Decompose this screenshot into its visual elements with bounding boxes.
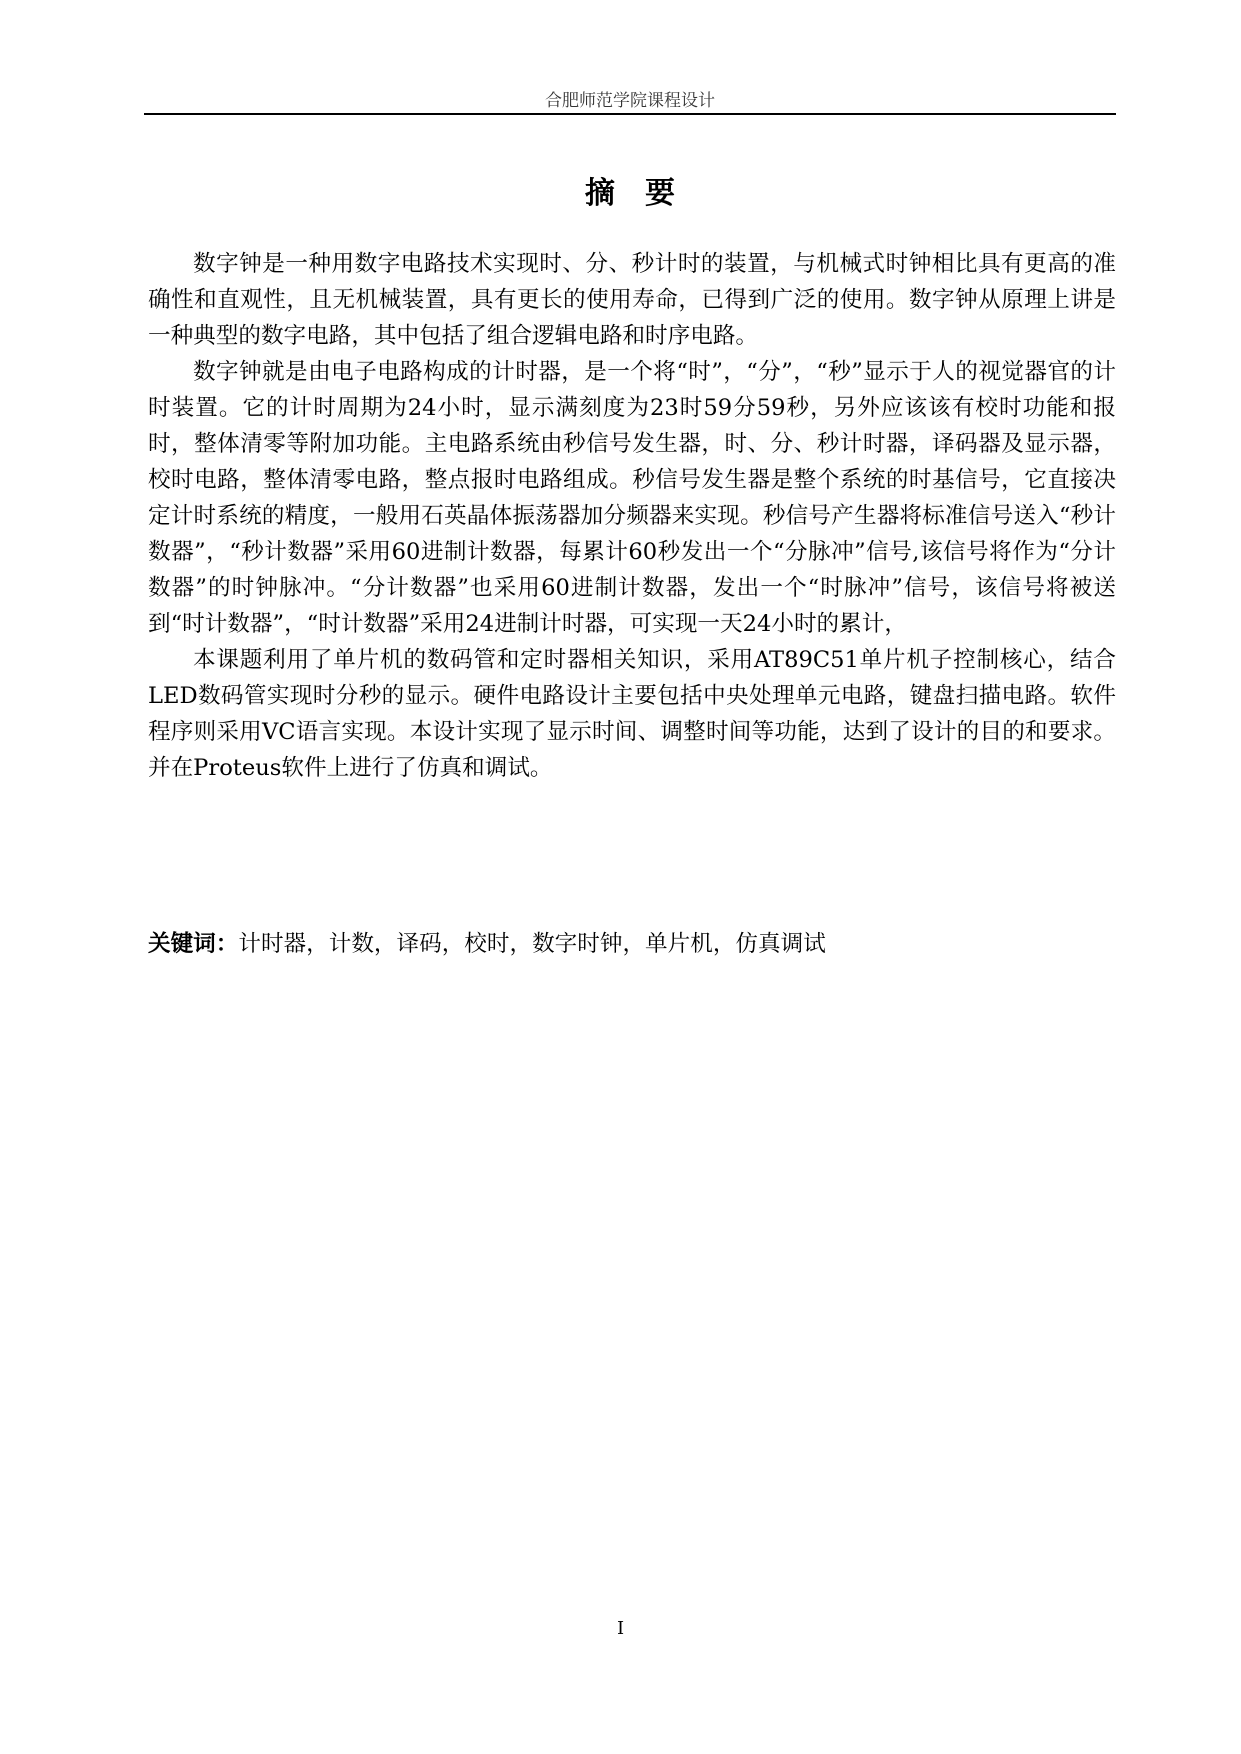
abstract-paragraph-3: 本课题利用了单片机的数码管和定时器相关知识，采用AT89C51单片机子控制核心，结合LED数码管实现时分秒的显示。硬件电路设计主要包括中央处理单元电路，键盘扫描电路。软件程序则采用VC语言实现。本设计实现了显示时间、调整时间等功能，达到了设计的目的和要求。并在Proteus软件上进行了仿真和调试。 [148, 647, 1116, 781]
abstract-title: 摘要 [585, 176, 705, 211]
header-rule [144, 113, 1116, 115]
abstract-paragraph-2: 数字钟就是由电子电路构成的计时器，是一个将“时”，“分”，“秒”显示于人的视觉器官的计时装置。它的计时周期为24小时，显示满刻度为23时59分59秒，另外应该该有校时功能和报时，整体清零等附加功能。主电路系统由秒信号发生器，时、分、秒计时器，译码器及显示器，校时电路，整体清零电路，整点报时电路组成。秒信号发生器是整个系统的时基信号，它直接决定计时系统的精度，一般用石英晶体振荡器加分频器来实现。秒信号产生器将标准信号送入“秒计数器”，“秒计数器”采用60进制计数器，每累计60秒发出一个“分脉冲”信号,该信号将作为“分计数器”的时钟脉冲。“分计数器”也采用60进制计数器，发出一个“时脉冲”信号，该信号将被送到“时计数器”，“时计数器”采用24进制计时器，可实现一天24小时的累计， [148, 359, 1116, 637]
keywords-line [148, 926, 1116, 962]
keywords-text: 计时器，计数，译码，校时，数字时钟，单片机，仿真调试 [238, 931, 826, 957]
abstract-body [148, 246, 1116, 786]
page-number: I [616, 1618, 625, 1639]
abstract-paragraph-1: 数字钟是一种用数字电路技术实现时、分、秒计时的装置，与机械式时钟相比具有更高的准确性和直观性，且无机械装置，具有更长的使用寿命，已得到广泛的使用。数字钟从原理上讲是一种典型的数字电路，其中包括了组合逻辑电路和时序电路。 [148, 251, 1116, 349]
keywords-label: 关键词： [148, 931, 239, 957]
page-header: 合肥师范学院课程设计 [545, 91, 715, 111]
